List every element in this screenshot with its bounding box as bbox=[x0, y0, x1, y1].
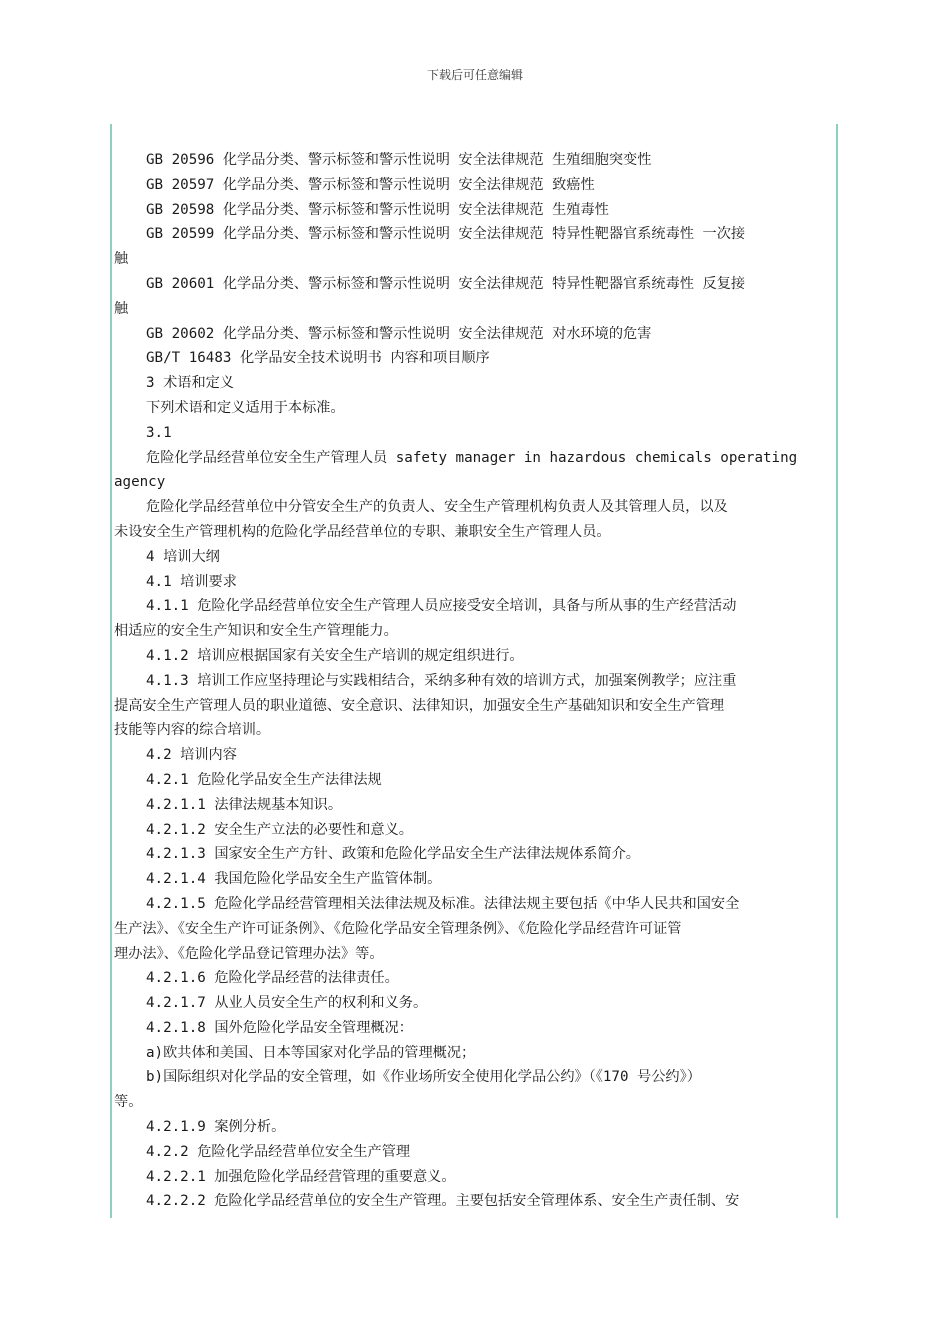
text-line: 技能等内容的综合培训。 bbox=[114, 722, 271, 739]
text-line: 提高安全生产管理人员的职业道德、安全意识、法律知识，加强安全生产基础知识和安全生产管理 bbox=[114, 697, 725, 714]
text-line: agency bbox=[114, 474, 166, 491]
text-line: GB 20596 化学品分类、警示标签和警示性说明 安全法律规范 生殖细胞突变性 bbox=[146, 152, 652, 168]
text-line: GB 20602 化学品分类、警示标签和警示性说明 安全法律规范 对水环境的危害 bbox=[146, 325, 652, 342]
text-line: 3.1 bbox=[146, 424, 172, 441]
text-line: GB 20601 化学品分类、警示标签和警示性说明 安全法律规范 特异性靶器官系统毒性 反复接 bbox=[146, 275, 746, 292]
text-line: 4.2 培训内容 bbox=[146, 747, 237, 764]
text-line: 4.1.3 培训工作应坚持理论与实践相结合，采纳多种有效的培训方式，加强案例教学；应注重 bbox=[146, 672, 737, 689]
text-line: 4.2.1.5 危险化学品经营管理相关法律法规及标准。法律法规主要包括《中华人民共和国安全 bbox=[146, 895, 740, 912]
text-line: 下列术语和定义适用于本标准。 bbox=[146, 399, 345, 416]
text-line: GB 20598 化学品分类、警示标签和警示性说明 安全法律规范 生殖毒性 bbox=[146, 201, 609, 218]
text-line: 理办法》、《危险化学品登记管理办法》等。 bbox=[114, 945, 384, 962]
text-line: 4.2.2.1 加强危险化学品经营管理的重要意义。 bbox=[146, 1168, 456, 1185]
text-line: 4.2.1.1 法律法规基本知识。 bbox=[146, 796, 343, 813]
text-line: 相适应的安全生产知识和安全生产管理能力。 bbox=[114, 623, 398, 640]
text-line: GB 20599 化学品分类、警示标签和警示性说明 安全法律规范 特异性靶器官系统毒性 一次接 bbox=[146, 226, 746, 243]
text-line: 4.2.1.8 国外危险化学品安全管理概况： bbox=[146, 1019, 413, 1036]
text-line: 未设安全生产管理机构的危险化学品经营单位的专职、兼职安全生产管理人员。 bbox=[114, 523, 611, 540]
text-line: 触 bbox=[114, 300, 129, 317]
text-line: 生产法》、《安全生产许可证条例》、《危险化学品安全管理条例》、《危险化学品经营许可证管 bbox=[114, 920, 682, 937]
page-header: 下载后可任意编辑 bbox=[426, 68, 523, 82]
text-line: 4 培训大纲 bbox=[146, 548, 220, 565]
document-body bbox=[114, 148, 834, 1214]
text-line: GB/T 16483 化学品安全技术说明书 内容和项目顺序 bbox=[146, 350, 490, 367]
text-line: 4.2.2 危险化学品经营单位安全生产管理 bbox=[146, 1143, 411, 1160]
text-line: 等。 bbox=[114, 1094, 143, 1111]
text-line: 危险化学品经营单位中分管安全生产的负责人、安全生产管理机构负责人及其管理人员，以及 bbox=[146, 499, 728, 516]
text-line: 4.2.1.7 从业人员安全生产的权利和义务。 bbox=[146, 995, 428, 1012]
text-line: 4.2.2.2 危险化学品经营单位的安全生产管理。主要包括安全管理体系、安全生产责任制、安 bbox=[146, 1193, 740, 1210]
text-line: 3 术语和定义 bbox=[146, 375, 235, 392]
text-line: 4.2.1.4 我国危险化学品安全生产监管体制。 bbox=[146, 871, 442, 888]
text-line: GB 20597 化学品分类、警示标签和警示性说明 安全法律规范 致癌性 bbox=[146, 176, 595, 193]
text-line: 4.2.1.9 案例分析。 bbox=[146, 1119, 286, 1136]
text-line: 4.2.1.3 国家安全生产方针、政策和危险化学品安全生产法律法规体系简介。 bbox=[146, 846, 640, 863]
text-line: 4.2.1.6 危险化学品经营的法律责任。 bbox=[146, 970, 399, 987]
text-line: 4.1.1 危险化学品经营单位安全生产管理人员应接受安全培训，具备与所从事的生产经营活动 bbox=[146, 598, 737, 615]
text-line: 4.1.2 培训应根据国家有关安全生产培训的规定组织进行。 bbox=[146, 647, 524, 664]
text-line: 危险化学品经营单位安全生产管理人员 safety manager in hazardous chemicals operating bbox=[146, 449, 798, 466]
text-line: 触 bbox=[114, 251, 129, 268]
text-line: a)欧共体和美国、日本等国家对化学品的管理概况； bbox=[146, 1044, 476, 1061]
text-line: 4.2.1.2 安全生产立法的必要性和意义。 bbox=[146, 821, 413, 838]
text-line: 4.2.1 危险化学品安全生产法律法规 bbox=[146, 771, 382, 788]
text-line: 4.1 培训要求 bbox=[146, 573, 237, 590]
text-line: b)国际组织对化学品的安全管理，如《作业场所安全使用化学品公约》（《170 号公约》） bbox=[146, 1069, 701, 1086]
